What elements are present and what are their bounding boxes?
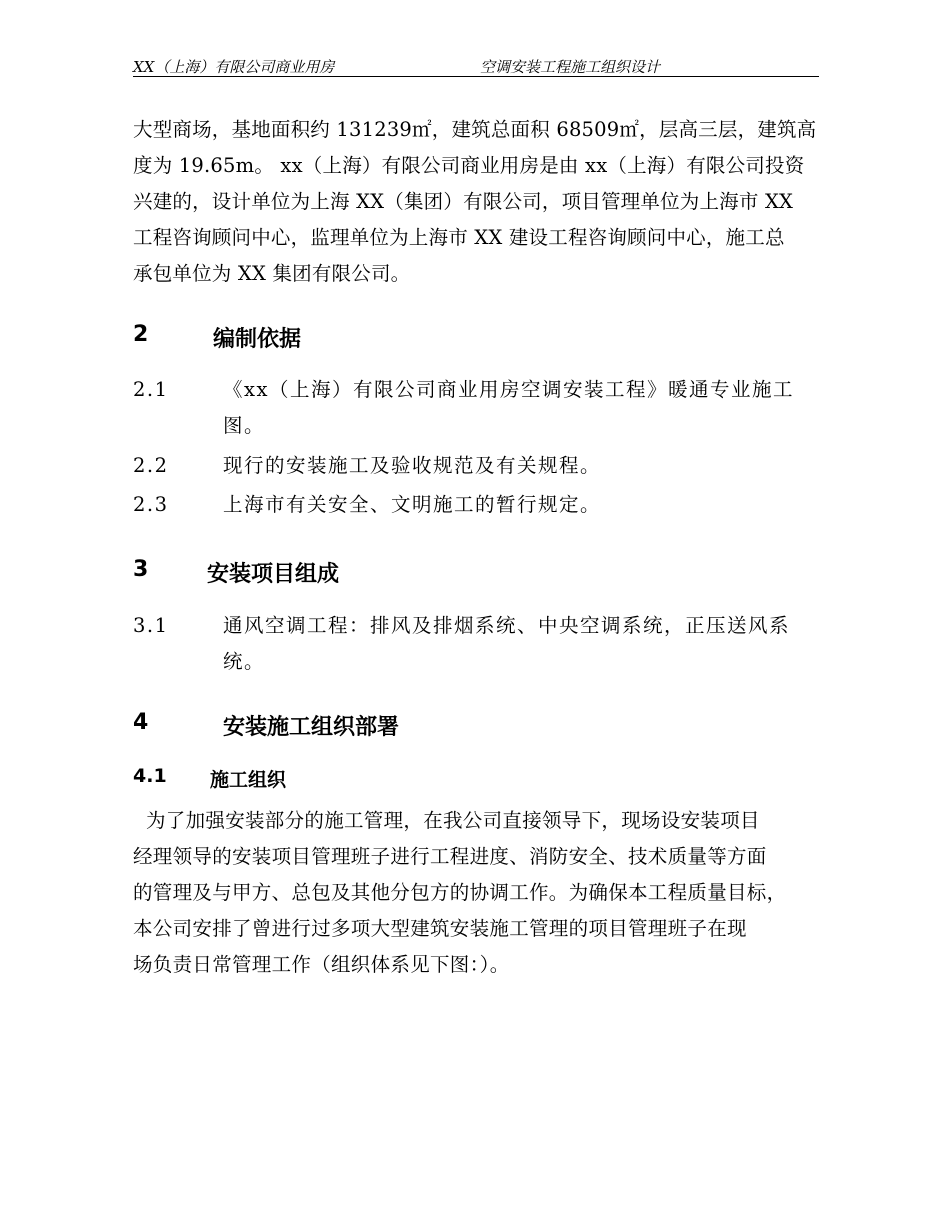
intro-paragraph	[133, 112, 823, 292]
section-number: 2	[133, 322, 149, 347]
section-number: 4	[133, 710, 149, 735]
item-number: 3.1	[133, 614, 169, 637]
item-line: 图。	[223, 414, 266, 437]
section-title: 安装项目组成	[207, 562, 340, 587]
item-number: 2.1	[133, 378, 169, 401]
section-title: 编制依据	[213, 327, 302, 352]
section-2-heading	[133, 322, 302, 352]
intro-line: 承包单位为 XX 集团有限公司。	[133, 262, 411, 285]
item-line: 《xx（上海）有限公司商业用房空调安装工程》暖通专业施工	[223, 378, 794, 401]
item-number: 2.2	[133, 454, 169, 477]
item-text	[223, 448, 823, 484]
intro-line: 度为 19.65m。 xx（上海）有限公司商业用房是由 xx（上海）有限公司投资	[133, 154, 805, 177]
item-line: 上海市有关安全、文明施工的暂行规定。	[223, 493, 602, 516]
paragraph-line: 场负责日常管理工作（组织体系见下图：）。	[133, 953, 510, 976]
body-paragraph	[133, 803, 833, 983]
header-doc-title: 空调安装工程施工组织设计	[480, 58, 661, 76]
page-header	[133, 54, 819, 77]
item-text	[223, 372, 823, 444]
subsection-4-1-heading	[133, 765, 287, 791]
item-text	[223, 608, 823, 680]
paragraph-line: 为了加强安装部分的施工管理，在我公司直接领导下，现场设安装项目	[133, 809, 760, 832]
header-company: XX（上海）有限公司商业用房	[133, 58, 335, 76]
item-line: 统。	[223, 650, 266, 673]
section-number: 3	[133, 557, 149, 582]
section-4-heading	[133, 710, 400, 740]
item-line: 通风空调工程：排风及排烟系统、中央空调系统，正压送风系	[223, 614, 791, 637]
section-title: 安装施工组织部署	[223, 715, 400, 740]
paragraph-line: 本公司安排了曾进行过多项大型建筑安装施工管理的项目管理班子在现	[133, 917, 747, 940]
section-3-heading	[133, 557, 340, 587]
item-line: 现行的安装施工及验收规范及有关规程。	[223, 454, 602, 477]
subsection-title: 施工组织	[210, 769, 287, 791]
intro-line: 工程咨询顾问中心，监理单位为上海市 XX 建设工程咨询顾问中心，施工总	[133, 226, 785, 249]
paragraph-line: 的管理及与甲方、总包及其他分包方的协调工作。为确保本工程质量目标，	[133, 881, 787, 904]
subsection-number: 4.1	[133, 765, 167, 787]
item-number: 2.3	[133, 493, 169, 516]
paragraph-line: 经理领导的安装项目管理班子进行工程进度、消防安全、技术质量等方面	[133, 845, 767, 868]
intro-line: 兴建的，设计单位为上海 XX（集团）有限公司，项目管理单位为上海市 XX	[133, 190, 794, 213]
intro-line: 大型商场，基地面积约 131239㎡，建筑总面积 68509㎡，层高三层，建筑高	[133, 118, 817, 141]
item-text	[223, 487, 823, 523]
